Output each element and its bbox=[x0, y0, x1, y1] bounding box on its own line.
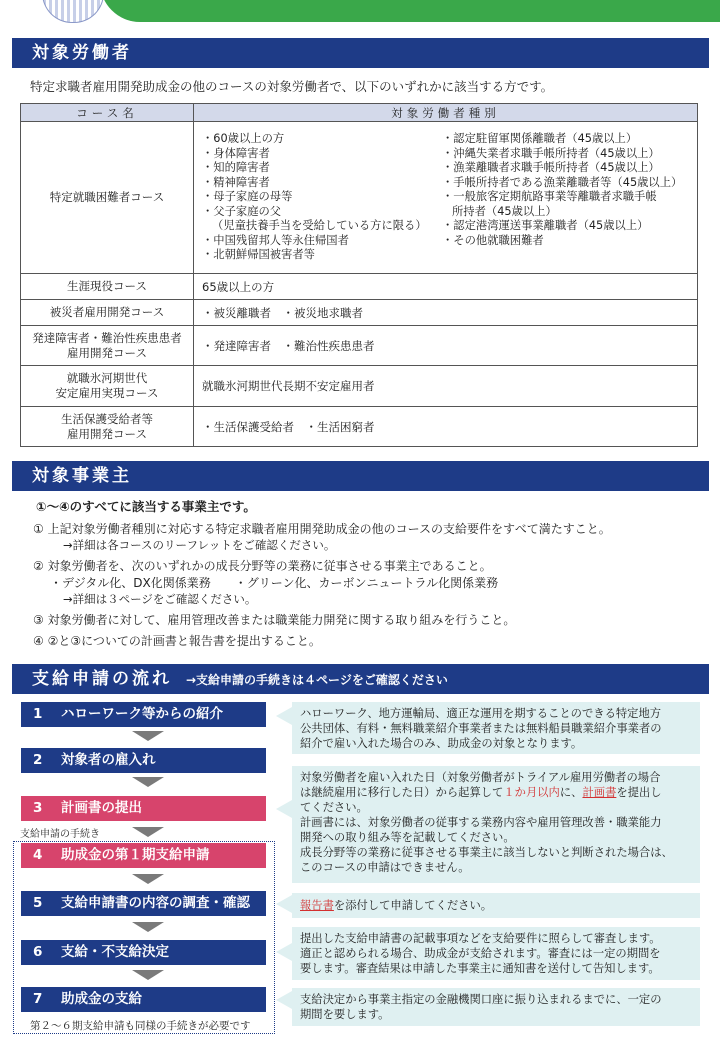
section-heading-target-workers bbox=[12, 38, 709, 68]
green-band bbox=[100, 0, 720, 22]
requirement-1: ① 上記対象労働者種別に対応する特定求職者雇用開発助成金の他のコースの支給要件をすべて満たすこと。 bbox=[33, 522, 611, 536]
requirement-2-fields: ・デジタル化、DX化関係業務 ・グリーン化、カーボンニュートラル化関係業務 bbox=[50, 576, 499, 590]
requirement-1-note: →詳細は各コースのリーフレットをご確認ください。 bbox=[63, 538, 336, 552]
table-row bbox=[21, 122, 698, 274]
table-row bbox=[21, 274, 698, 300]
column-header-worker-type: 対象労働者種別 bbox=[194, 104, 698, 122]
course-name: 生涯現役コース bbox=[21, 274, 194, 300]
info-line: てください。 bbox=[300, 801, 368, 814]
info-text: は継続雇用に移行した日）から起算して bbox=[300, 786, 504, 799]
worker-type-cell: ・発達障害者 ・難治性疾患患者 bbox=[194, 326, 698, 366]
info-box-report bbox=[292, 893, 700, 918]
list-item: ・手帳所持者である漁業離職者等（45歳以上） bbox=[442, 175, 683, 189]
info-text: を提出し bbox=[616, 786, 662, 799]
list-item: ・認定駐留軍関係離職者（45歳以上） bbox=[442, 132, 638, 146]
deadline-highlight: １か月以内 bbox=[503, 786, 560, 799]
section-title: 対象事業主 bbox=[32, 466, 132, 486]
step-number: 6 bbox=[33, 944, 43, 960]
flow-step-4 bbox=[21, 843, 266, 868]
down-arrow-icon bbox=[132, 922, 164, 932]
section-intro: 特定求職者雇用開発助成金の他のコースの対象労働者で、以下のいずれかに該当する方です。 bbox=[30, 79, 554, 94]
down-arrow-icon bbox=[132, 777, 164, 787]
worker-type-cell: 65歳以上の方 bbox=[194, 274, 698, 300]
info-line: 要します。審査結果は申請した事業主に通知書を送付して告知します。 bbox=[300, 962, 660, 975]
course-name bbox=[21, 407, 194, 447]
course-name-line: 生活保護受給者等 bbox=[61, 411, 153, 426]
worker-type-cell: ・被災離職者 ・被災地求職者 bbox=[194, 300, 698, 326]
flow-step-3 bbox=[21, 796, 266, 821]
step-label: ハローワーク等からの紹介 bbox=[61, 706, 223, 722]
column-header-course: コース名 bbox=[21, 104, 194, 122]
down-arrow-icon bbox=[132, 874, 164, 884]
callout-pointer bbox=[276, 707, 292, 725]
course-name-line: 雇用開発コース bbox=[67, 345, 147, 360]
course-name bbox=[21, 326, 194, 366]
list-item: ・認定港湾運送事業離職者（45歳以上） bbox=[442, 219, 649, 233]
down-arrow-icon bbox=[132, 731, 164, 741]
down-arrow-icon bbox=[132, 970, 164, 980]
plan-document-highlight: 計画書 bbox=[582, 786, 617, 799]
callout-pointer bbox=[276, 800, 292, 818]
procedure-label: 支給申請の手続き bbox=[20, 829, 100, 840]
step-label: 支給申請書の内容の調査・確認 bbox=[61, 895, 250, 911]
course-name bbox=[21, 366, 194, 407]
list-item: ・沖縄失業者求職手帳所持者（45歳以上） bbox=[442, 146, 660, 160]
section-heading-target-employers bbox=[12, 461, 709, 491]
course-name-line: 雇用開発コース bbox=[67, 426, 147, 441]
list-item: ・漁業離職者求職手帳所持者（45歳以上） bbox=[442, 161, 660, 175]
flow-step-2 bbox=[21, 748, 266, 773]
course-name: 被災者雇用開発コース bbox=[21, 300, 194, 326]
info-line: 支給決定から事業主指定の金融機関口座に振り込まれるまでに、一定の bbox=[300, 993, 662, 1006]
list-item: ・精神障害者 bbox=[202, 175, 270, 189]
worker-type-cell: 就職氷河期世代長期不安定雇用者 bbox=[194, 366, 698, 407]
step-number: 4 bbox=[33, 847, 43, 863]
table-header-row bbox=[21, 104, 698, 122]
info-line bbox=[300, 785, 692, 800]
info-box-review bbox=[292, 927, 700, 980]
section-heading-application-flow bbox=[12, 664, 709, 694]
table-row bbox=[21, 366, 698, 407]
down-arrow-icon bbox=[132, 827, 164, 837]
info-line: 対象労働者を雇い入れた日（対象労働者がトライアル雇用労働者の場合 bbox=[300, 771, 661, 784]
step-label: 支給・不支給決定 bbox=[61, 944, 169, 960]
table-row bbox=[21, 300, 698, 326]
info-line: 計画書には、対象労働者の従事する業務内容や雇用管理改善・職業能力 bbox=[300, 816, 662, 829]
step-number: 5 bbox=[33, 895, 43, 911]
step-label: 対象者の雇入れ bbox=[61, 752, 156, 768]
step-number: 2 bbox=[33, 752, 43, 768]
worker-type-cell bbox=[194, 122, 698, 274]
step-label: 助成金の第１期支給申請 bbox=[61, 847, 210, 863]
course-name: 特定就職困難者コース bbox=[21, 122, 194, 274]
worker-type-cell: ・生活保護受給者 ・生活困窮者 bbox=[194, 407, 698, 447]
info-box-plan bbox=[292, 766, 700, 883]
info-box-referral bbox=[292, 702, 700, 754]
flow-step-7 bbox=[21, 987, 266, 1012]
list-item: ・身体障害者 bbox=[202, 146, 270, 160]
table-row bbox=[21, 407, 698, 447]
list-item: 所持者（45歳以上） bbox=[452, 204, 557, 218]
info-line: このコースの申請はできません。 bbox=[300, 861, 470, 874]
list-item: ・母子家庭の母等 bbox=[202, 190, 293, 204]
callout-pointer bbox=[276, 943, 292, 961]
list-item: ・知的障害者 bbox=[202, 161, 270, 175]
list-item: （児童扶養手当を受給している方に限る） bbox=[212, 219, 427, 233]
step-number: 3 bbox=[33, 800, 43, 816]
callout-pointer bbox=[276, 991, 292, 1009]
info-box-payment bbox=[292, 988, 700, 1026]
info-line: 開発への取り組み等を記載してください。 bbox=[300, 831, 515, 844]
employer-lead: ①～④のすべてに該当する事業主です。 bbox=[36, 499, 256, 514]
striped-tab-decoration bbox=[42, 0, 104, 23]
table-row bbox=[21, 326, 698, 366]
info-line: 提出した支給申請書の記載事項などを支給要件に照らして審査します。 bbox=[300, 932, 661, 945]
info-line: 適正と認められる場合、助成金が支給されます。審査には一定の期間を bbox=[300, 947, 661, 960]
requirement-2: ② 対象労働者を、次のいずれかの成長分野等の業務に従事させる事業主であること。 bbox=[33, 559, 492, 573]
course-name-line: 就職氷河期世代 bbox=[66, 371, 148, 385]
info-text: を添付して申請してください。 bbox=[333, 899, 493, 912]
info-line: 期間を要します。 bbox=[300, 1008, 390, 1021]
list-item: ・一般旅客定期航路事業等離職者求職手帳 bbox=[442, 190, 657, 204]
list-item: ・60歳以上の方 bbox=[202, 132, 285, 146]
flow-step-1 bbox=[21, 702, 266, 727]
flow-step-6 bbox=[21, 940, 266, 965]
worker-type-list-right bbox=[442, 132, 682, 263]
list-item: ・中国残留邦人等永住帰国者 bbox=[202, 233, 349, 247]
info-line: 公共団体、有料・無料職業紹介事業者または無料船員職業紹介事業者の bbox=[300, 722, 662, 735]
footnote: 第２～６期支給申請も同様の手続きが必要です bbox=[30, 1020, 251, 1032]
step-number: 1 bbox=[33, 706, 43, 722]
requirement-2-note: →詳細は３ページをご確認ください。 bbox=[63, 592, 257, 606]
list-item: ・父子家庭の父 bbox=[202, 204, 282, 218]
step-number: 7 bbox=[33, 991, 43, 1007]
section-title: 支給申請の流れ bbox=[32, 669, 172, 689]
course-table bbox=[20, 103, 698, 447]
report-document-highlight: 報告書 bbox=[300, 899, 334, 912]
list-item: ・北朝鮮帰国被害者等 bbox=[202, 248, 315, 262]
info-line: ハローワーク、地方運輸局、適正な運用を期することのできる特定地方 bbox=[300, 707, 662, 720]
info-line: 成長分野等の業務に従事させる事業主に該当しないと判断された場合は、 bbox=[300, 846, 673, 859]
flow-step-5 bbox=[21, 891, 266, 916]
worker-type-list-left bbox=[202, 132, 442, 263]
section-subtitle: →支給申請の手続きは４ページをご確認ください bbox=[186, 673, 448, 687]
step-label: 助成金の支給 bbox=[61, 991, 142, 1007]
step-label: 計画書の提出 bbox=[61, 800, 142, 816]
course-name-line: 発達障害者・難治性疾患患者 bbox=[32, 330, 182, 345]
list-item: ・その他就職困難者 bbox=[442, 233, 544, 247]
top-decoration bbox=[0, 0, 720, 24]
info-text: に、 bbox=[559, 786, 583, 799]
callout-pointer bbox=[276, 895, 292, 913]
course-name-line: 安定雇用実現コース bbox=[55, 386, 159, 400]
requirement-4: ④ ②と③についての計画書と報告書を提出すること。 bbox=[33, 634, 321, 648]
info-line: 紹介で雇い入れた場合のみ、助成金の対象となります。 bbox=[300, 737, 583, 750]
requirement-3: ③ 対象労働者に対して、雇用管理改善または職業能力開発に関する取り組みを行うこと。 bbox=[33, 613, 516, 627]
section-title: 対象労働者 bbox=[32, 43, 132, 63]
